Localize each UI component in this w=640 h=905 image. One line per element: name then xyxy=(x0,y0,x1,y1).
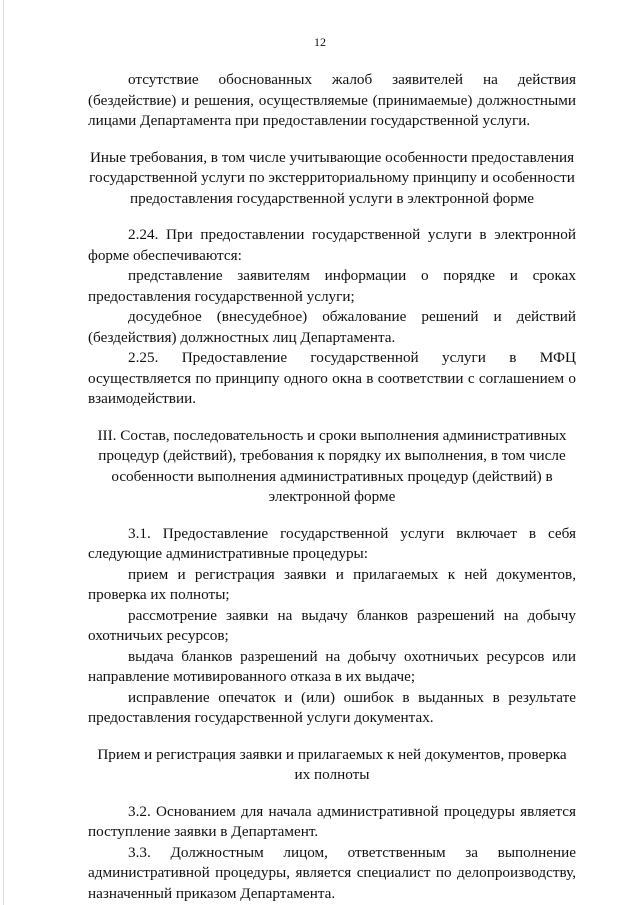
page-number: 12 xyxy=(314,35,326,49)
paragraph: исправление опечаток и (или) ошибок в выданных в результате предоставления государственной услуги документах. xyxy=(88,688,576,726)
paragraph: 3.2. Основанием для начала административной процедуры является поступление заявки в Департамент. xyxy=(88,802,576,840)
paragraph: выдача бланков разрешений на добычу охотничьих ресурсов или направление мотивированного отказа в их выдаче; xyxy=(88,647,576,685)
paragraph: досудебное (внесудебное) обжалование решений и действий (бездействия) должностных лиц Департамента. xyxy=(88,308,576,346)
section-heading: Прием и регистрация заявки и прилагаемых к ней документов, проверка их полноты xyxy=(97,745,567,783)
paragraph: 2.24. При предоставлении государственной услуги в электронной форме обеспечиваются: xyxy=(88,226,576,264)
section-heading: Иные требования, в том числе учитывающие особенности предоставления государственной услуги по экстерриториальному принципу и особенности предоставления государственной услуги в электронной форме xyxy=(89,148,575,207)
paragraph: 3.1. Предоставление государственной услуги включает в себя следующие административные процедуры: xyxy=(88,524,576,562)
paragraph: отсутствие обоснованных жалоб заявителей на действия (бездействие) и решения, осуществляемые (принимаемые) должностными лицами Департамента при предоставлении государственной услуги. xyxy=(88,71,576,129)
paragraph: 2.25. Предоставление государственной услуги в МФЦ осуществляется по принципу одного окна в соответствии с соглашением о взаимодействии. xyxy=(88,349,576,407)
paragraph: представление заявителям информации о порядке и сроках предоставления государственной услуги; xyxy=(88,267,576,305)
document-body xyxy=(88,70,576,904)
section-heading: III. Состав, последовательность и сроки выполнения административных процедур (действий), требования к порядку их выполнения, в том числе особенности выполнения административных процедур (действий) в электронной форме xyxy=(97,426,567,505)
page-edge xyxy=(3,0,4,905)
paragraph: рассмотрение заявки на выдачу бланков разрешений на добычу охотничьих ресурсов; xyxy=(88,606,576,644)
paragraph: прием и регистрация заявки и прилагаемых к ней документов, проверка их полноты; xyxy=(88,565,576,603)
paragraph: 3.3. Должностным лицом, ответственным за выполнение административной процедуры, является специалист по делопроизводству, назначенный приказом Департамента. xyxy=(88,843,576,902)
